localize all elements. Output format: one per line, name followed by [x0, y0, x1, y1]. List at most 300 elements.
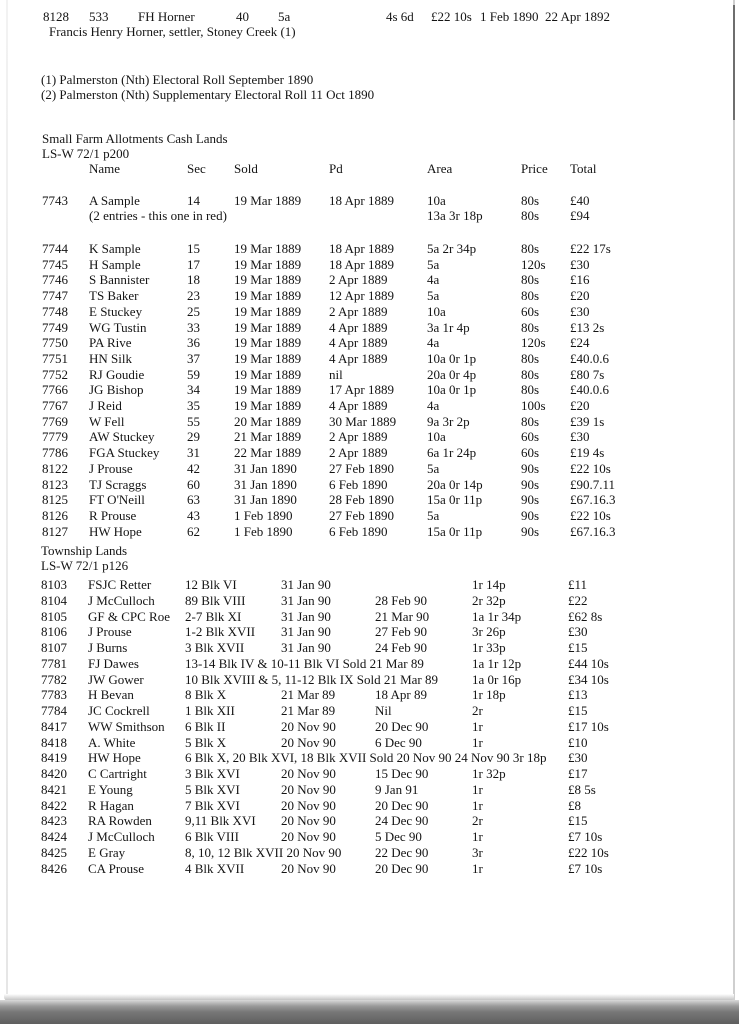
cell-price: 80s	[521, 366, 540, 382]
table-row	[0, 813, 739, 828]
cell-id: 7786	[42, 445, 68, 461]
cell-sold: 19 Mar 1889	[234, 272, 302, 288]
cell-area: 20a 0r 14p	[427, 476, 483, 492]
record-note: Francis Henry Horner, settler, Stoney Creek (1)	[49, 24, 296, 39]
cell-sec: 15	[187, 241, 200, 256]
cell-pd: 20 Dec 90	[375, 718, 429, 734]
cell-pd: 2 Apr 1889	[329, 303, 388, 319]
cell-price: 120s	[521, 335, 546, 351]
cell-id: 7784	[41, 703, 67, 718]
cell-total: £16	[570, 272, 590, 288]
footnote-2: (2) Palmerston (Nth) Supplementary Electoral Roll 11 Oct 1890	[41, 87, 375, 102]
cell-name: K Sample	[89, 241, 141, 256]
cell-id: 8423	[41, 813, 67, 829]
cell-id: 7783	[41, 687, 67, 703]
cell-pd: 6 Feb 1890	[329, 523, 388, 539]
table-row	[0, 798, 739, 813]
table-row	[0, 398, 739, 413]
cell-id: 7767	[42, 398, 68, 413]
table-row	[0, 656, 739, 671]
cell-total: £34 10s	[568, 671, 609, 687]
cell-total: £30	[570, 256, 590, 272]
cell-pd: 24 Dec 90	[375, 813, 429, 829]
scanner-bottom-shadow	[0, 1000, 739, 1024]
footnote-1: (1) Palmerston (Nth) Electoral Roll September 1890	[41, 72, 314, 87]
cell-total: £7 10s	[568, 860, 603, 876]
cell-price: 80s	[521, 241, 540, 256]
record-date-2: 22 Apr 1892	[545, 9, 610, 24]
cell-area: 6a 1r 24p	[427, 445, 477, 461]
cell-area: 1r	[472, 734, 483, 750]
cell-name: A. White	[88, 734, 136, 750]
cell-name: J McCulloch	[88, 592, 155, 608]
table-row	[0, 782, 739, 797]
table-row	[0, 577, 739, 592]
cell-total: £67.16.3	[570, 523, 616, 539]
record-number: 533	[89, 9, 109, 24]
cell-sec: 25	[187, 303, 200, 319]
cell-pd: 21 Mar 90	[375, 608, 430, 624]
cell-pd: 18 Apr 89	[375, 687, 427, 703]
cell-name: GF & CPC Roe	[88, 608, 170, 624]
cell-sold: 19 Mar 1889	[234, 303, 302, 319]
table-row-continuation	[0, 208, 739, 223]
cell-area: 3r 26p	[472, 624, 506, 640]
cell-price: 90s	[521, 507, 540, 523]
cell-total: £8	[568, 797, 581, 813]
cell-total: £13	[568, 687, 588, 703]
cell-area: 5a	[427, 256, 440, 272]
cell-total: £22 10s	[570, 460, 611, 476]
cell-area: 4a	[427, 335, 440, 351]
cell-price: 90s	[521, 492, 540, 508]
cell-price: 80s	[521, 319, 540, 335]
cell-sold: 1 Feb 1890	[234, 507, 293, 523]
cell-area: 2r 32p	[472, 592, 506, 608]
cell-total: £11	[568, 577, 588, 592]
cell-price: 80s	[521, 382, 540, 398]
table-row	[0, 335, 739, 350]
cell-name: RJ Goudie	[89, 366, 145, 382]
cell-total: £22 10s	[570, 507, 611, 523]
table-row	[0, 429, 739, 444]
cell-id: 8104	[41, 592, 67, 608]
cell-sec: 23	[187, 288, 200, 304]
cell-sec: 6 Blk VIII	[185, 829, 239, 844]
cell-total: £40.0.6	[570, 350, 609, 366]
cell-name: S Bannister	[89, 272, 150, 288]
cell-total: £13 2s	[570, 319, 605, 335]
col-header-total: Total	[570, 161, 597, 176]
cell-area: 1r 32p	[472, 766, 506, 781]
section-ref: LS-W 72/1 p200	[42, 146, 130, 161]
cell-id: 8127	[42, 523, 68, 539]
cell-pd: 18 Apr 1889	[329, 241, 394, 256]
cell-id: 7782	[41, 671, 67, 687]
cell-name: R Hagan	[88, 797, 134, 813]
cell-sec: 55	[187, 413, 200, 429]
cell-price: 90s	[521, 476, 540, 492]
cell-pd: 9 Jan 91	[375, 781, 419, 797]
col-header-area: Area	[427, 161, 453, 176]
cell-sec: 18	[187, 272, 200, 288]
cell-sec: 1 Blk XII	[185, 703, 235, 718]
cell-id: 7750	[42, 335, 68, 351]
cell-sec: 12 Blk VI	[185, 577, 237, 592]
cell-area: 2r	[472, 813, 483, 829]
cell-pd: 18 Apr 1889	[329, 256, 394, 272]
cell-sold: 20 Nov 90	[281, 718, 336, 734]
cell-name: TJ Scraggs	[89, 476, 147, 492]
cell-id: 8419	[41, 750, 67, 766]
cell-sold: 19 Mar 1889	[234, 366, 302, 382]
cell-name: CA Prouse	[88, 860, 144, 876]
cell-total: £30	[568, 750, 588, 766]
cell-sec: 7 Blk XVI	[185, 797, 240, 813]
cell-id: 7749	[42, 319, 68, 335]
cell-name: J Burns	[88, 640, 128, 655]
table-row	[0, 461, 739, 476]
cell-id: 8425	[41, 844, 67, 860]
record-date-1: 1 Feb 1890	[480, 9, 539, 24]
cell-id: 8125	[42, 492, 68, 508]
section-title: Township Lands	[41, 543, 128, 558]
cell-sec: 59	[187, 366, 200, 382]
cell-total: £62 8s	[568, 608, 603, 624]
cell-area: 1r	[472, 718, 483, 734]
cell-sec: 36	[187, 335, 200, 351]
record-price: 4s 6d	[386, 9, 414, 24]
record-name: FH Horner	[138, 9, 195, 24]
cell-area: 1r 14p	[472, 577, 506, 592]
cell-name: C Cartright	[88, 766, 147, 781]
cell-sold: 22 Mar 1889	[234, 445, 302, 461]
table-row	[0, 845, 739, 860]
cell-area: 15a 0r 11p	[427, 523, 483, 539]
cell-total: £94	[570, 208, 590, 223]
cell-sold: 20 Nov 90	[281, 781, 336, 797]
cell-name: JC Cockrell	[88, 703, 150, 718]
cell-pd: 27 Feb 90	[375, 624, 427, 640]
cell-sold: 19 Mar 1889	[234, 241, 302, 256]
table-row	[0, 193, 739, 208]
table-row	[0, 508, 739, 523]
table-row	[0, 445, 739, 460]
cell-pd: 6 Feb 1890	[329, 476, 388, 492]
cell-name: FT O'Neill	[89, 492, 145, 508]
cell-price: 80s	[521, 193, 540, 208]
cell-total: £20	[570, 288, 590, 304]
cell-area: 10a 0r 1p	[427, 382, 477, 398]
cell-sold: 19 Mar 1889	[234, 335, 302, 351]
cell-total: £39 1s	[570, 413, 605, 429]
cell-name: HW Hope	[89, 523, 142, 539]
cell-id: 7779	[42, 429, 68, 445]
cell-area: 4a	[427, 272, 440, 288]
cell-price: 80s	[521, 288, 540, 304]
cell-id: 7769	[42, 413, 68, 429]
cell-total: £67.16.3	[570, 492, 616, 508]
table-row	[0, 257, 739, 272]
cell-sec: 37	[187, 350, 200, 366]
cell-pd: 4 Apr 1889	[329, 319, 388, 335]
cell-name: R Prouse	[89, 507, 137, 523]
cell-sold: 19 Mar 1889	[234, 350, 302, 366]
cell-pd: 28 Feb 1890	[329, 492, 394, 508]
cell-sold: 19 Mar 1889	[234, 382, 302, 398]
table-header	[0, 161, 739, 176]
cell-area: 15a 0r 11p	[427, 492, 483, 508]
cell-id: 8426	[41, 860, 67, 876]
cell-pd: 20 Dec 90	[375, 860, 429, 876]
cell-area: 3a 1r 4p	[427, 319, 470, 335]
cell-area: 1r	[472, 829, 483, 844]
cell-area: 1r 18p	[472, 687, 506, 703]
cell-name: H Sample	[89, 256, 141, 272]
cell-id: 8105	[41, 608, 67, 624]
cell-area: 13a 3r 18p	[427, 208, 483, 223]
cell-pd: 2 Apr 1889	[329, 429, 388, 445]
table-row	[0, 272, 739, 287]
cell-pd: 20 Dec 90	[375, 797, 429, 813]
cell-sold: 31 Jan 1890	[234, 476, 297, 492]
cell-pd: nil	[329, 366, 343, 382]
cell-id: 8418	[41, 734, 67, 750]
cell-total: £8 5s	[568, 781, 596, 797]
section-title: Small Farm Allotments Cash Lands	[42, 131, 228, 146]
cell-pd: 5 Dec 90	[375, 829, 422, 844]
cell-pd: 6 Dec 90	[375, 734, 422, 750]
cell-sold: 20 Nov 90	[281, 860, 336, 876]
cell-name: J Prouse	[89, 460, 133, 476]
cell-name: TS Baker	[89, 288, 139, 304]
cell-name: RA Rowden	[88, 813, 152, 829]
col-header-name: Name	[89, 161, 121, 176]
cell-area: 5a	[427, 460, 440, 476]
cell-sold: 19 Mar 1889	[234, 288, 302, 304]
cell-price: 90s	[521, 523, 540, 539]
cell-total: £80 7s	[570, 366, 605, 382]
cell-sold: 20 Nov 90	[281, 734, 336, 750]
cell-id: 7781	[41, 655, 67, 671]
cell-sec: 29	[187, 429, 200, 445]
table-row	[0, 367, 739, 382]
cell-price: 100s	[521, 398, 546, 413]
cell-total: £40.0.6	[570, 382, 609, 398]
cell-sold: 19 Mar 1889	[234, 319, 302, 335]
cell-id: 7743	[42, 193, 68, 208]
cell-name: A Sample	[89, 193, 140, 208]
cell-sold: 31 Jan 90	[281, 577, 331, 592]
cell-price: 60s	[521, 303, 540, 319]
cell-pd: 2 Apr 1889	[329, 445, 388, 461]
col-header-sold: Sold	[234, 161, 258, 176]
table-row	[0, 351, 739, 366]
cell-sec: 63	[187, 492, 200, 508]
cell-id: 7752	[42, 366, 68, 382]
table-row	[0, 414, 739, 429]
cell-sec: 5 Blk X	[185, 734, 227, 750]
cell-pd: 4 Apr 1889	[329, 335, 388, 351]
cell-sec: 62	[187, 523, 200, 539]
table-row	[0, 750, 739, 765]
cell-name: JW Gower	[88, 671, 144, 687]
cell-id: 7746	[42, 272, 68, 288]
cell-name: J Prouse	[88, 624, 132, 640]
cell-id: 8424	[41, 829, 67, 844]
cell-area: 10a 0r 1p	[427, 350, 477, 366]
cell-sec: 8 Blk X	[185, 687, 227, 703]
col-header-sec: Sec	[187, 161, 206, 176]
cell-total: £30	[568, 624, 588, 640]
cell-sold: 20 Nov 90	[281, 829, 336, 844]
cell-name: J Reid	[89, 398, 122, 413]
cell-sold: 21 Mar 89	[281, 687, 336, 703]
cell-total: £19 4s	[570, 445, 605, 461]
table-row	[0, 320, 739, 335]
cell-sec: 4 Blk XVII	[185, 860, 245, 876]
table-row	[0, 288, 739, 303]
table-row	[0, 624, 739, 639]
cell-area: 1r 33p	[472, 640, 506, 655]
page-right-edge-shadow	[733, 5, 735, 120]
col-header-price: Price	[521, 161, 548, 176]
cell-sec: 89 Blk VIII	[185, 592, 246, 608]
cell-id: 8126	[42, 507, 68, 523]
cell-pd: 27 Feb 1890	[329, 507, 394, 523]
cell-area: 1r	[472, 797, 483, 813]
col-header-pd: Pd	[329, 161, 343, 176]
cell-total: £22 17s	[570, 241, 611, 256]
cell-total: £40	[570, 193, 590, 208]
cell-total: £17 10s	[568, 718, 609, 734]
cell-area: 10a	[427, 193, 446, 208]
cell-total: £15	[568, 640, 588, 655]
cell-total: £15	[568, 703, 588, 718]
cell-id: 7751	[42, 350, 68, 366]
cell-id: 7744	[42, 241, 68, 256]
cell-area: 2r	[472, 703, 483, 718]
cell-area: 5a	[427, 507, 440, 523]
cell-id: 8422	[41, 797, 67, 813]
cell-sec: 17	[187, 256, 200, 272]
cell-name: J McCulloch	[88, 829, 155, 844]
cell-sec: 5 Blk XVI	[185, 781, 240, 797]
table-row	[0, 861, 739, 876]
table-row	[0, 640, 739, 655]
cell-sold: 19 Mar 1889	[234, 256, 302, 272]
cell-sec: 35	[187, 398, 200, 413]
table-row	[0, 766, 739, 781]
cell-id: 8421	[41, 781, 67, 797]
table-row	[0, 524, 739, 539]
cell-id: 8122	[42, 460, 68, 476]
cell-sold: 31 Jan 1890	[234, 460, 297, 476]
cell-total: £22	[568, 592, 588, 608]
cell-area: 3r	[472, 844, 483, 860]
cell-sec: 42	[187, 460, 200, 476]
section-ref: LS-W 72/1 p126	[41, 558, 129, 573]
cell-pd: Nil	[375, 703, 392, 718]
cell-id: 8420	[41, 766, 67, 781]
cell-pd: 18 Apr 1889	[329, 193, 394, 208]
cell-pd: 24 Feb 90	[375, 640, 427, 655]
table-row	[0, 593, 739, 608]
cell-area: 9a 3r 2p	[427, 413, 470, 429]
cell-sec: 10 Blk XVIII & 5, 11-12 Blk IX Sold 21 Mar 89	[185, 671, 439, 687]
cell-sec: 3 Blk XVI	[185, 766, 240, 781]
cell-sec: 6 Blk II	[185, 718, 226, 734]
cell-area: 1a 1r 34p	[472, 608, 522, 624]
cell-name: H Bevan	[88, 687, 134, 703]
cell-area: 1r	[472, 781, 483, 797]
cell-area: 10a	[427, 303, 446, 319]
cell-area: 1a 1r 12p	[472, 655, 522, 671]
cell-sec: 1-2 Blk XVII	[185, 624, 256, 640]
cell-total: £17	[568, 766, 588, 781]
table-row	[0, 304, 739, 319]
cell-total: £24	[570, 335, 590, 351]
table-row	[0, 241, 739, 256]
cell-total: £30	[570, 303, 590, 319]
table-row	[0, 492, 739, 507]
record-area: 5a	[278, 9, 291, 24]
cell-pd: 17 Apr 1889	[329, 382, 394, 398]
cell-price: 120s	[521, 256, 546, 272]
table-row	[0, 477, 739, 492]
cell-sold: 31 Jan 1890	[234, 492, 297, 508]
cell-price: 90s	[521, 460, 540, 476]
table-row	[0, 703, 739, 718]
table-row	[0, 382, 739, 397]
record-total: £22 10s	[431, 9, 472, 24]
cell-area: 20a 0r 4p	[427, 366, 477, 382]
cell-total: £90.7.11	[570, 476, 616, 492]
cell-area: 1a 0r 16p	[472, 671, 522, 687]
cell-sold: 20 Nov 90	[281, 766, 336, 781]
cell-total: £44 10s	[568, 655, 609, 671]
cell-id: 7745	[42, 256, 68, 272]
table-row	[0, 687, 739, 702]
cell-name: JG Bishop	[89, 382, 144, 398]
cell-total: £30	[570, 429, 590, 445]
cell-name: E Stuckey	[89, 303, 143, 319]
cell-pd: 30 Mar 1889	[329, 413, 397, 429]
cell-note: (2 entries - this one in red)	[89, 208, 227, 223]
cell-pd: 4 Apr 1889	[329, 398, 388, 413]
table-row	[0, 609, 739, 624]
cell-name: HN Silk	[89, 350, 132, 366]
cell-name: WG Tustin	[89, 319, 147, 335]
cell-total: £22 10s	[568, 844, 609, 860]
cell-id: 8417	[41, 718, 67, 734]
cell-sold: 31 Jan 90	[281, 592, 331, 608]
cell-price: 80s	[521, 413, 540, 429]
cell-total: £7 10s	[568, 829, 603, 844]
cell-sec: 3 Blk XVII	[185, 640, 245, 655]
cell-price: 80s	[521, 272, 540, 288]
cell-id: 8103	[41, 577, 67, 592]
cell-area: 10a	[427, 429, 446, 445]
cell-pd: 15 Dec 90	[375, 766, 429, 781]
cell-sold: 31 Jan 90	[281, 640, 331, 655]
cell-id: 8123	[42, 476, 68, 492]
cell-sec: 6 Blk X, 20 Blk XVI, 18 Blk XVII Sold 20 Nov 90 24 Nov 90 3r 18p	[185, 750, 547, 766]
cell-id: 7766	[42, 382, 68, 398]
cell-sold: 20 Nov 90	[281, 797, 336, 813]
cell-sold: 19 Mar 1889	[234, 398, 302, 413]
cell-sec: 13-14 Blk IV & 10-11 Blk VI Sold 21 Mar 89	[185, 655, 424, 671]
